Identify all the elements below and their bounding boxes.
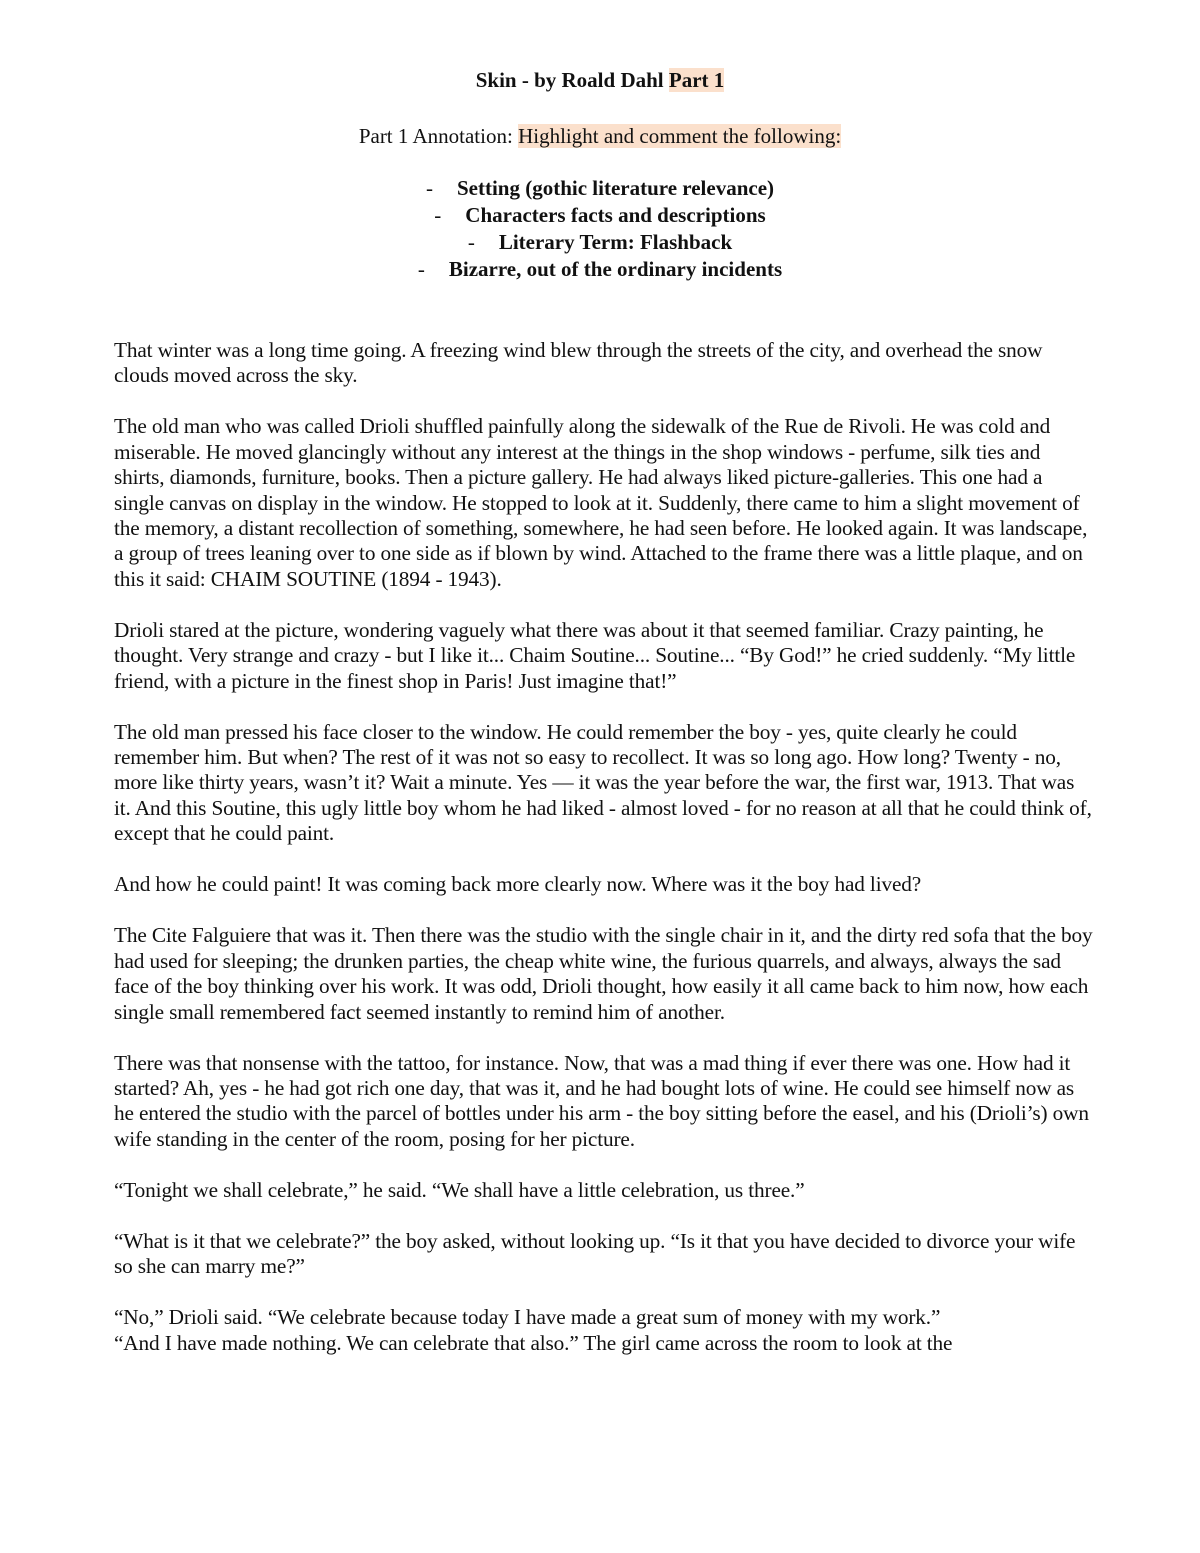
annotation-highlight: Highlight and comment the following: xyxy=(518,124,842,148)
story-paragraph: “What is it that we celebrate?” the boy asked, without looking up. “Is it that you have decided to divorce your wife so she can marry me?” xyxy=(114,1228,1076,1279)
document-title xyxy=(0,66,1200,94)
annotation-prefix: Part 1 Annotation: xyxy=(358,124,519,148)
annotation-instructions xyxy=(0,122,1200,150)
bullet-dash: - xyxy=(417,257,425,281)
story-paragraph: Drioli stared at the picture, wondering vaguely what there was about it that seemed familiar. Crazy painting, he thought. Very strange and crazy - but I like it... Chaim Soutine... Soutine... “By God!” he cried suddenly. “My little friend, with a picture in the finest shop in Paris! Just imagine that!” xyxy=(114,617,1076,693)
story-paragraph: The old man pressed his face closer to the window. He could remember the boy - yes, quite clearly he could remember him. But when? The rest of it was not so easy to recollect. It was so long ago. How long? Twenty - no, more like thirty years, wasn’t it? Wait a minute. Yes — it was the year before the war, the first war, 1913. That was it. And this Soutine, this ugly little boy whom he had liked - almost loved - for no reason at all that he could think of, except that he could paint. xyxy=(114,719,1092,846)
story-paragraph-final xyxy=(114,1305,1094,1356)
story-paragraph: “Tonight we shall celebrate,” he said. “We shall have a little celebration, us three.” xyxy=(114,1177,805,1202)
task-label: Characters facts and descriptions xyxy=(465,203,766,227)
task-item xyxy=(0,229,1200,256)
bullet-dash: - xyxy=(467,230,475,254)
title-highlight: Part 1 xyxy=(668,68,725,92)
annotation-task-list xyxy=(0,175,1200,283)
bullet-dash: - xyxy=(425,176,433,200)
task-label: Setting (gothic literature relevance) xyxy=(456,176,775,200)
bullet-dash: - xyxy=(434,203,442,227)
story-paragraph: That winter was a long time going. A freezing wind blew through the streets of the city, and overhead the snow clouds moved across the sky. xyxy=(114,338,1043,388)
story-paragraph: The old man who was called Drioli shuffled painfully along the sidewalk of the Rue de Rivoli. He was cold and miserable. He moved glancingly without any interest at the things in the shop windows - perfume, silk ties and shirts, diamonds, furniture, books. Then a picture gallery. He had always liked picture-galleries. This one had a single canvas on display in the window. He stopped to look at it. Suddenly, there came to him a slight movement of the memory, a distant recollection of something, somewhere, he had seen before. He looked again. It was landscape, a group of trees leaning over to one side as if blown by wind. Attached to the frame there was a little plaque, and on this it said: CHAIM SOUTINE (1894 - 1943). xyxy=(114,414,1088,591)
story-paragraph: The Cite Falguiere that was it. Then there was the studio with the single chair in it, and the dirty red sofa that the boy had used for sleeping; the drunken parties, the cheap white wine, the furious quarrels, and always, always the sad face of the boy thinking over his work. It was odd, Drioli thought, how easily it all came back to him now, how each single small remembered fact seemed instantly to remind him of another. xyxy=(114,923,1093,1024)
task-label: Literary Term: Flashback xyxy=(498,230,733,254)
final-line-1: “No,” Drioli said. “We celebrate because today I have made a great sum of money with my work.” xyxy=(114,1305,941,1330)
task-label: Bizarre, out of the ordinary incidents xyxy=(448,257,783,281)
task-item xyxy=(0,202,1200,229)
task-item xyxy=(0,256,1200,283)
task-item xyxy=(0,175,1200,202)
final-line-2: “And I have made nothing. We can celebrate that also.” The girl came across the room to look at the xyxy=(114,1330,953,1355)
story-paragraph: And how he could paint! It was coming back more clearly now. Where was it the boy had lived? xyxy=(114,872,922,897)
story-body xyxy=(114,338,1094,1382)
title-text: Skin - by Roald Dahl xyxy=(475,68,669,92)
story-paragraph: There was that nonsense with the tattoo, for instance. Now, that was a mad thing if ever there was one. How had it started? Ah, yes - he had got rich one day, that was it, and he had bought lots of wine. He could see himself now as he entered the studio with the parcel of bottles under his arm - the boy sitting before the easel, and his (Drioli’s) own wife standing in the center of the room, posing for her picture. xyxy=(114,1050,1089,1151)
